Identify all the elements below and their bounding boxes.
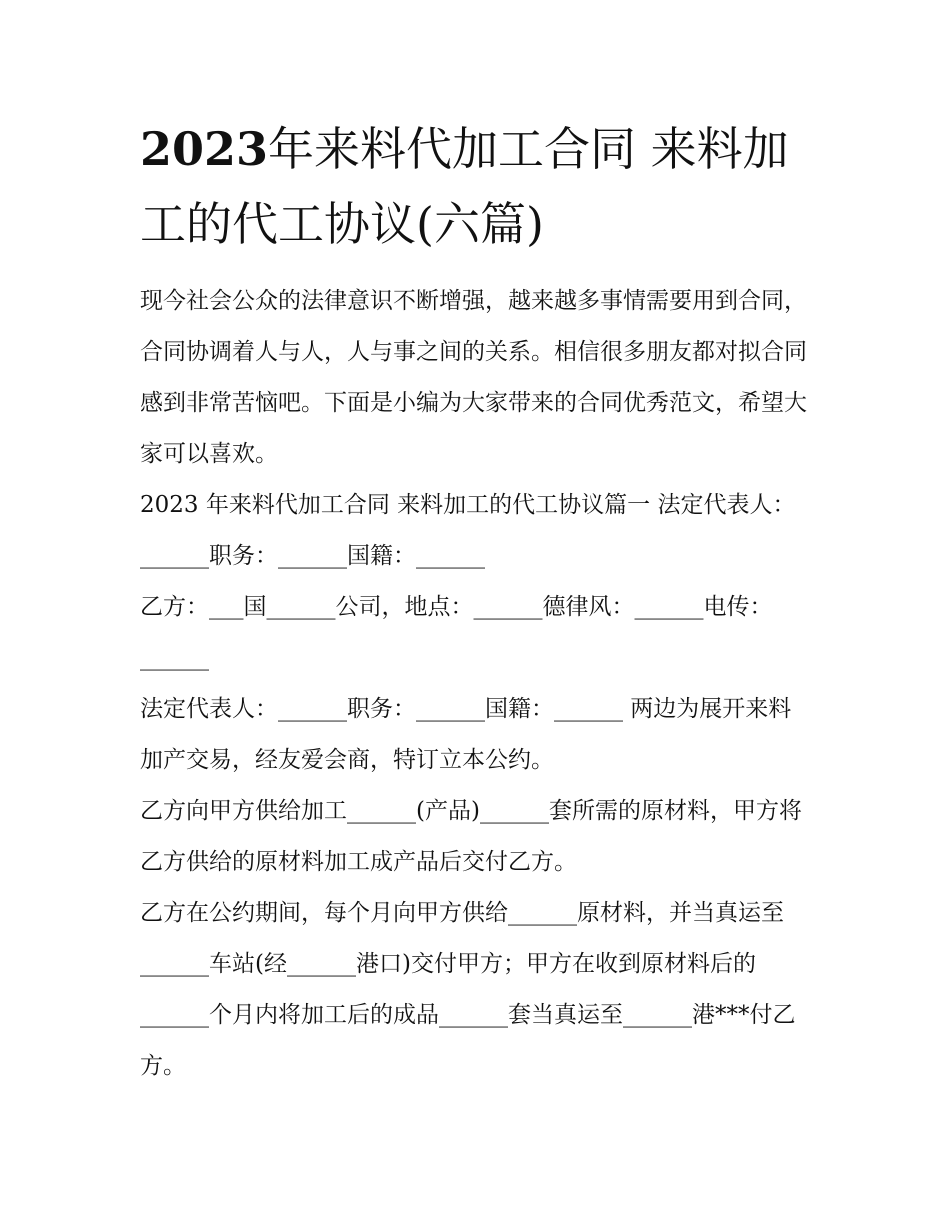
representative-paragraph: 法定代表人：______职务：______国籍：______ 两边为展开来料加产交易，经友爱会商，特订立本公约。 bbox=[140, 696, 792, 773]
section-heading-paragraph: 2023 年来料代加工合同 来料加工的代工协议篇一 法定代表人：______职务：______国籍：______ bbox=[140, 492, 796, 569]
party-b-paragraph: 乙方：___国______公司，地点：______德律风：______电传：______ bbox=[140, 594, 773, 671]
intro-paragraph: 现今社会公众的法律意识不断增强，越来越多事情需要用到合同，合同协调着人与人，人与事之间的关系。相信很多朋友都对拟合同感到非常苦恼吧。下面是小编为大家带来的合同优秀范文，希望大家可以喜欢。 bbox=[140, 288, 807, 467]
delivery-paragraph: 乙方在公约期间，每个月向甲方供给______原材料，并当真运至______车站(经______港口)交付甲方；甲方在收到原材料后的______个月内将加工后的成品______套当真运至______港***付乙方。 bbox=[140, 900, 796, 1079]
title-text: 年来料代加工合同 来料加工的代工协议(六篇) bbox=[140, 122, 789, 251]
title-year: 2023 bbox=[140, 122, 269, 176]
document-title bbox=[140, 112, 820, 262]
document-body bbox=[140, 276, 812, 1092]
materials-paragraph: 乙方向甲方供给加工______(产品)______套所需的原材料，甲方将乙方供给的原材料加工成产品后交付乙方。 bbox=[140, 798, 802, 875]
